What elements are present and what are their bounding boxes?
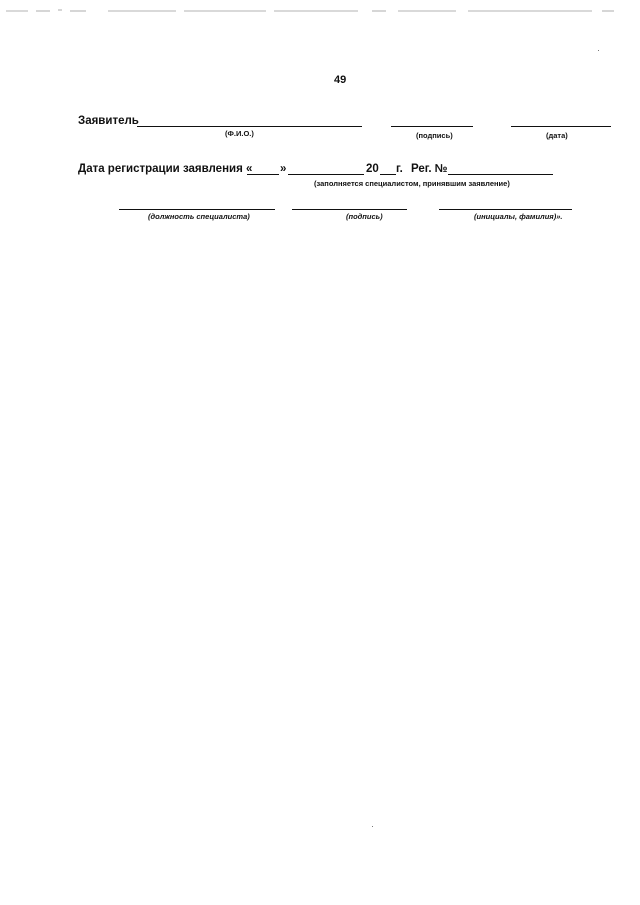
- registration-year-suffix: г.: [396, 163, 403, 175]
- scan-artifact-strip: [6, 8, 622, 14]
- name-caption: (инициалы, фамилия)».: [474, 212, 563, 221]
- position-caption: (должность специалиста): [148, 212, 250, 221]
- scan-speck: [372, 826, 373, 827]
- applicant-date-field[interactable]: [511, 126, 611, 127]
- registration-number-field[interactable]: [448, 174, 553, 175]
- registration-year-prefix: 20: [366, 163, 379, 175]
- registration-day-field[interactable]: [247, 174, 279, 175]
- applicant-signature-field[interactable]: [391, 126, 473, 127]
- applicant-label: Заявитель: [78, 115, 139, 127]
- page-number: 49: [334, 74, 347, 86]
- fio-caption: (Ф.И.О.): [225, 129, 254, 138]
- registration-year-field[interactable]: [380, 174, 396, 175]
- registration-month-field[interactable]: [288, 174, 364, 175]
- registration-number-label: Рег. №: [411, 163, 448, 175]
- registration-quote-close: »: [280, 163, 287, 175]
- specialist-position-field[interactable]: [119, 209, 275, 210]
- applicant-fio-field[interactable]: [137, 126, 362, 127]
- date-caption: (дата): [546, 131, 568, 140]
- scan-speck: [598, 50, 599, 51]
- specialist-signature-field[interactable]: [292, 209, 407, 210]
- registration-note: (заполняется специалистом, принявшим заявление): [314, 179, 510, 188]
- registration-date-label: Дата регистрации заявления «: [78, 163, 253, 175]
- specialist-signature-caption: (подпись): [346, 212, 383, 221]
- applicant-signature-caption: (подпись): [416, 131, 453, 140]
- specialist-name-field[interactable]: [439, 209, 572, 210]
